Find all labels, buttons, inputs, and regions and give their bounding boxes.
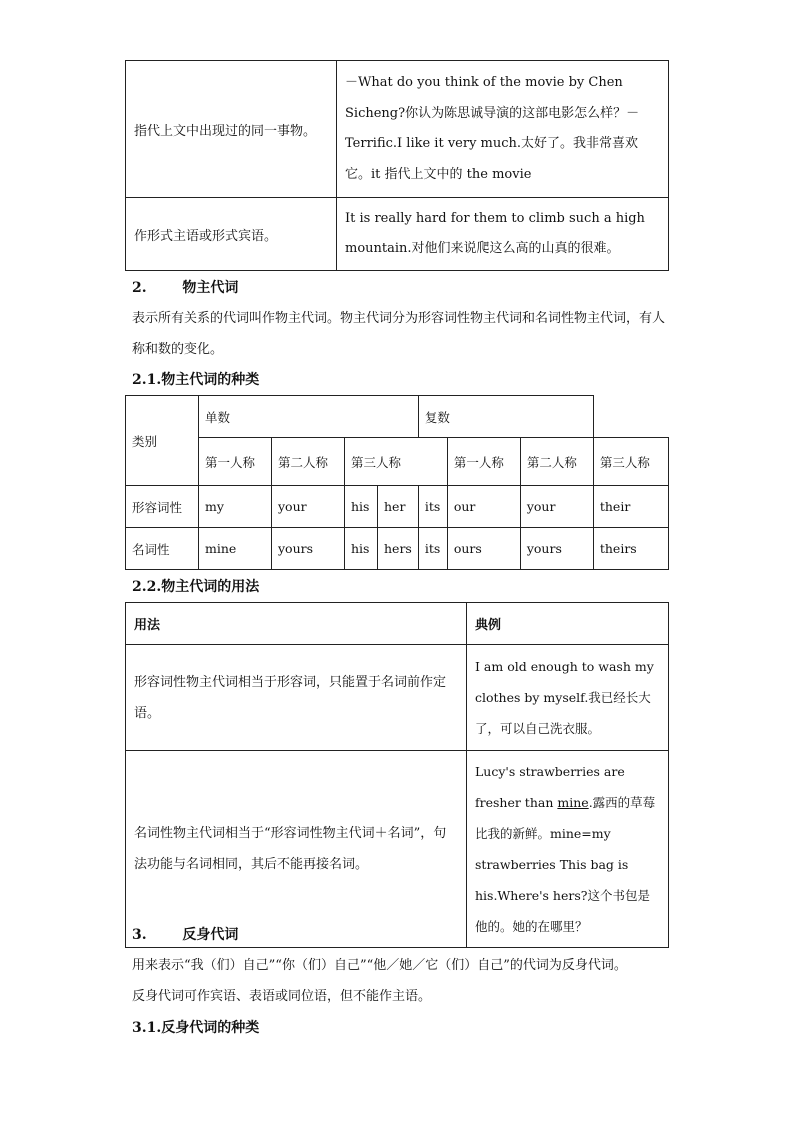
paragraph-line: 反身代词可作宾语、表语或同位语，但不能作主语。: [132, 989, 432, 1004]
example-text: Lucy's strawberries are fresher than: [475, 764, 625, 810]
person-header: 第一人称: [199, 438, 272, 486]
example-cell: [467, 751, 669, 948]
table-cell: his: [345, 486, 378, 528]
person-header: 第二人称: [520, 438, 593, 486]
table-cell: its: [418, 528, 447, 570]
table-row: [126, 61, 669, 198]
section-paragraph: [132, 950, 672, 1012]
example-text: .露西的草莓比我的新鲜。mine=my strawberries This bag is his.Where's hers?这个书包是他的。她的在哪里？: [475, 795, 656, 934]
table-cell: hers: [378, 528, 419, 570]
paragraph-line: 用来表示“我（们）自己”“你（们）自己”“他／她／它（们）自己”的代词为反身代词。: [132, 958, 627, 973]
person-header: 第三人称: [345, 438, 448, 486]
usage-cell: 作形式主语或形式宾语。: [126, 198, 337, 271]
person-header: 第三人称: [593, 438, 668, 486]
example-cell: It is really hard for them to climb such a high mountain.对他们来说爬这么高的山真的很难。: [337, 198, 669, 271]
singular-header: 单数: [199, 396, 419, 438]
table-row: [126, 198, 669, 271]
pronoun-usage-table: [125, 60, 669, 271]
table-cell: its: [418, 486, 447, 528]
row-label: 名词性: [126, 528, 199, 570]
table-cell: mine: [199, 528, 272, 570]
plural-header: 复数: [418, 396, 593, 438]
subsection-heading: 3.1.反身代词的种类: [132, 1020, 260, 1036]
table-cell: his: [345, 528, 378, 570]
subsection-heading: 2.1.物主代词的种类: [132, 372, 260, 388]
table-cell: theirs: [593, 528, 668, 570]
table-row: [126, 645, 669, 751]
person-header: 第一人称: [447, 438, 520, 486]
table-cell: her: [378, 486, 419, 528]
table-row: [126, 603, 669, 645]
possessive-usage-table: [125, 602, 669, 948]
section-heading: [132, 924, 238, 944]
table-row: [126, 486, 669, 528]
person-header: 第二人称: [272, 438, 345, 486]
example-cell: I am old enough to wash my clothes by myself.我已经长大了，可以自己洗衣服。: [467, 645, 669, 751]
example-header: 典例: [467, 603, 669, 645]
table-cell: our: [447, 486, 520, 528]
section-number: 3.: [132, 927, 147, 943]
possessive-pronoun-table: [125, 395, 669, 570]
table-cell: yours: [272, 528, 345, 570]
table-cell: your: [520, 486, 593, 528]
section-heading: [132, 277, 238, 297]
section-number: 2.: [132, 280, 147, 296]
usage-header: 用法: [126, 603, 467, 645]
section-paragraph: 表示所有关系的代词叫作物主代词。物主代词分为形容词性物主代词和名词性物主代词，有人称和数的变化。: [132, 311, 666, 357]
table-cell: ours: [447, 528, 520, 570]
usage-cell: 形容词性物主代词相当于形容词，只能置于名词前作定语。: [126, 645, 467, 751]
table-cell: yours: [520, 528, 593, 570]
section-title: 物主代词: [182, 280, 239, 296]
table-row: [126, 528, 669, 570]
underlined-word: mine: [557, 795, 589, 810]
usage-cell: 指代上文中出现过的同一事物。: [126, 61, 337, 198]
row-label: 形容词性: [126, 486, 199, 528]
table-row: [126, 438, 669, 486]
table-cell: your: [272, 486, 345, 528]
table-cell: their: [593, 486, 668, 528]
subsection-heading: 2.2.物主代词的用法: [132, 579, 260, 595]
table-row: [126, 396, 669, 438]
section-title: 反身代词: [182, 927, 239, 943]
category-header: 类别: [126, 396, 199, 486]
example-cell: －What do you think of the movie by Chen Sicheng?你认为陈思诚导演的这部电影怎么样？－Terrific.I like it very much.太好了。我非常喜欢它。it 指代上文中的 the movie: [337, 61, 669, 198]
table-row: [126, 751, 669, 948]
usage-cell: 名词性物主代词相当于“形容词性物主代词＋名词”，句法功能与名词相同，其后不能再接名词。: [126, 751, 467, 948]
table-cell: my: [199, 486, 272, 528]
